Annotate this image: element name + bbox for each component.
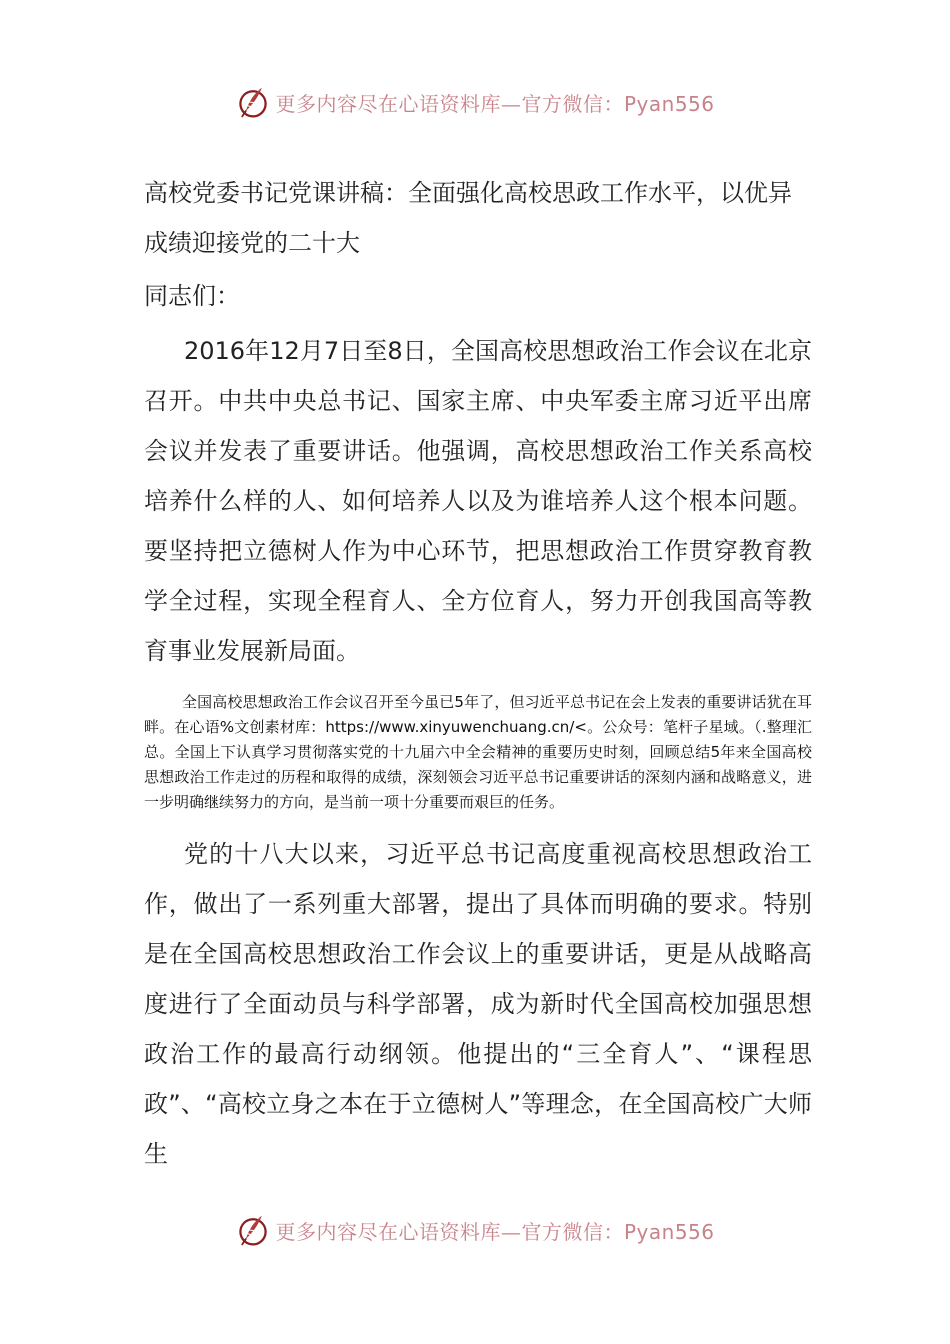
document-body bbox=[144, 168, 812, 1179]
banner-text: 更多内容尽在心语资料库—官方微信： bbox=[275, 91, 624, 116]
banner-text: 更多内容尽在心语资料库—官方微信： bbox=[275, 1219, 624, 1244]
banner-handle: Pyan556 bbox=[623, 1219, 715, 1244]
footer-banner bbox=[0, 1208, 950, 1252]
paragraph-1: 2016年12月7日至8日，全国高校思想政治工作会议在北京召开。中共中央总书记、国家主席、中央军委主席习近平出席会议并发表了重要讲话。他强调，高校思想政治工作关系高校培养什么样的人、如何培养人以及为谁培养人这个根本问题。要坚持把立德树人作为中心环节，把思想政治工作贯穿教育教学全过程，实现全程育人、全方位育人，努力开创我国高等教育事业发展新局面。 bbox=[144, 337, 812, 665]
header-banner bbox=[0, 80, 950, 124]
paragraph-2: 全国高校思想政治工作会议召开至今虽已5年了，但习近平总书记在会上发表的重要讲话犹在耳畔。在心语%文创素材库：https://www.xinyuwenchuang.cn/<。公众号：笔杆子星域。（.整理汇总。全国上下认真学习贯彻落实党的十九届六中全会精神的重要历史时刻，回顾总结5年来全国高校思想政治工作走过的历程和取得的成绩，深刻领会习近平总书记重要讲话的深刻内涵和战略意义，进一步明确继续努力的方向，是当前一项十分重要而艰巨的任务。 bbox=[144, 693, 812, 811]
document-title: 高校党委书记党课讲稿：全面强化高校思政工作水平，以优异成绩迎接党的二十大 bbox=[144, 179, 792, 257]
feather-quill-logo-icon bbox=[235, 1212, 271, 1248]
banner-handle: Pyan556 bbox=[623, 91, 715, 116]
paragraph-3: 党的十八大以来，习近平总书记高度重视高校思想政治工作，做出了一系列重大部署，提出了具体而明确的要求。特别是在全国高校思想政治工作会议上的重要讲话，更是从战略高度进行了全面动员与科学部署，成为新时代全国高校加强思想政治工作的最高行动纲领。他提出的“三全育人”、“课程思政”、“高校立身之本在于立德树人”等理念，在全国高校广大师生 bbox=[144, 840, 812, 1168]
feather-quill-logo-icon bbox=[235, 84, 271, 120]
greeting-line: 同志们： bbox=[144, 282, 240, 310]
